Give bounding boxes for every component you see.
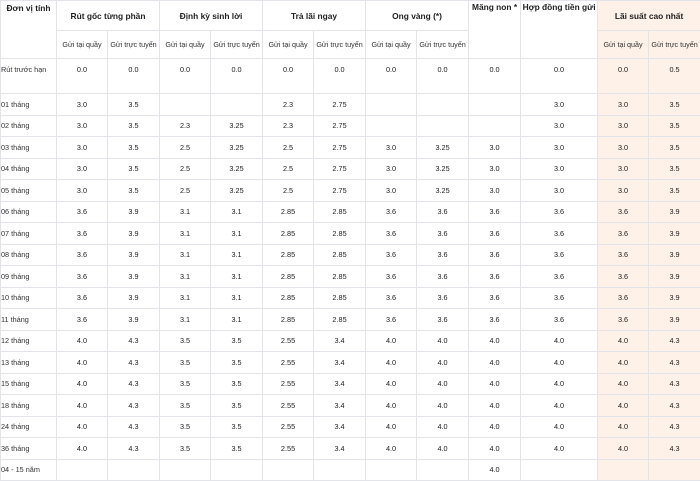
rate-cell: 3.6 [521, 223, 598, 245]
rate-cell: 4.3 [649, 330, 700, 352]
rate-cell: 2.75 [314, 115, 366, 137]
rate-cell: 4.3 [649, 352, 700, 374]
rate-cell: 3.4 [314, 352, 366, 374]
rate-cell: 4.0 [57, 330, 108, 352]
rate-cell [469, 94, 521, 116]
rate-cell: 2.85 [314, 244, 366, 266]
term-cell: 02 tháng [1, 115, 57, 137]
rate-cell: 0.0 [57, 59, 108, 94]
rate-cell: 3.0 [521, 115, 598, 137]
rate-cell: 3.0 [57, 94, 108, 116]
rate-cell: 4.0 [366, 395, 417, 417]
rate-cell: 3.1 [211, 266, 263, 288]
term-cell: 18 tháng [1, 395, 57, 417]
rate-cell [598, 459, 649, 481]
rate-cell: 3.0 [57, 137, 108, 159]
rate-cell: 3.5 [649, 137, 700, 159]
term-cell: 10 tháng [1, 287, 57, 309]
table-row [1, 158, 700, 180]
rate-cell: 0.0 [108, 59, 160, 94]
rate-cell: 4.0 [417, 330, 469, 352]
rate-cell: 0.0 [598, 59, 649, 94]
rate-cell [211, 459, 263, 481]
rate-cell: 3.5 [160, 416, 211, 438]
rate-cell: 3.0 [521, 158, 598, 180]
rate-cell: 3.6 [366, 244, 417, 266]
rate-cell: 4.3 [649, 373, 700, 395]
rate-cell: 3.0 [469, 180, 521, 202]
rate-cell: 3.6 [366, 266, 417, 288]
rate-cell: 3.6 [417, 266, 469, 288]
rate-cell: 3.5 [160, 395, 211, 417]
subheader-counter: Gửi tại quầy [366, 31, 417, 59]
rate-cell: 3.9 [108, 266, 160, 288]
rate-cell: 3.0 [57, 180, 108, 202]
rate-cell [417, 459, 469, 481]
rate-cell [314, 459, 366, 481]
rate-cell: 4.0 [366, 416, 417, 438]
rate-cell: 3.0 [57, 115, 108, 137]
rate-cell: 3.1 [211, 223, 263, 245]
group-header-golden-bee: Ong vàng (*) [366, 1, 469, 31]
rate-cell: 4.0 [57, 373, 108, 395]
rate-cell: 4.0 [469, 438, 521, 460]
rate-cell: 3.0 [598, 180, 649, 202]
rate-cell: 4.0 [57, 416, 108, 438]
rate-cell: 0.0 [521, 59, 598, 94]
rate-cell: 4.0 [521, 416, 598, 438]
table-row [1, 137, 700, 159]
rate-cell: 3.9 [649, 201, 700, 223]
rate-cell: 2.3 [160, 115, 211, 137]
rate-cell: 4.3 [108, 352, 160, 374]
rate-cell: 3.6 [57, 266, 108, 288]
rate-cell: 4.0 [417, 352, 469, 374]
rate-cell: 4.0 [469, 373, 521, 395]
rate-cell: 3.6 [57, 287, 108, 309]
rate-cell: 3.6 [469, 309, 521, 331]
term-cell: 01 tháng [1, 94, 57, 116]
rate-cell: 4.3 [649, 395, 700, 417]
rate-cell: 3.5 [108, 137, 160, 159]
group-header-upfront-interest: Trả lãi ngay [263, 1, 366, 31]
rate-cell: 3.6 [469, 201, 521, 223]
rate-cell: 4.0 [521, 438, 598, 460]
rate-cell: 3.6 [417, 223, 469, 245]
rate-cell: 2.85 [263, 309, 314, 331]
rate-cell: 3.5 [160, 438, 211, 460]
rate-cell: 4.0 [57, 352, 108, 374]
rate-cell: 3.5 [211, 352, 263, 374]
rate-cell: 2.55 [263, 416, 314, 438]
rate-cell: 3.0 [521, 94, 598, 116]
rate-cell: 3.1 [160, 244, 211, 266]
rate-cell: 3.6 [598, 287, 649, 309]
rate-cell: 2.55 [263, 373, 314, 395]
rate-cell: 3.1 [211, 309, 263, 331]
table-row [1, 244, 700, 266]
table-row [1, 395, 700, 417]
rate-cell: 3.0 [521, 137, 598, 159]
rate-cell: 2.85 [314, 201, 366, 223]
rate-cell [366, 459, 417, 481]
term-cell: 08 tháng [1, 244, 57, 266]
rate-cell: 2.55 [263, 330, 314, 352]
rate-cell: 3.9 [649, 266, 700, 288]
rate-cell: 4.3 [108, 373, 160, 395]
rate-cell: 3.6 [417, 309, 469, 331]
term-cell: 15 tháng [1, 373, 57, 395]
rate-cell: 3.9 [108, 309, 160, 331]
term-cell: 05 tháng [1, 180, 57, 202]
rate-cell: 3.6 [469, 287, 521, 309]
rate-cell: 3.6 [417, 244, 469, 266]
rate-cell: 3.25 [417, 180, 469, 202]
rate-cell: 3.9 [649, 287, 700, 309]
rate-cell: 3.6 [598, 223, 649, 245]
rate-cell: 0.0 [469, 59, 521, 94]
rate-cell: 3.5 [108, 115, 160, 137]
rate-cell: 3.6 [598, 266, 649, 288]
rate-cell: 3.4 [314, 330, 366, 352]
rate-cell: 4.0 [598, 373, 649, 395]
table-row [1, 201, 700, 223]
rate-cell: 3.1 [160, 223, 211, 245]
rate-cell: 4.0 [417, 395, 469, 417]
term-cell: 24 tháng [1, 416, 57, 438]
header-deposit-contract: Hợp đồng tiền gửi [521, 1, 598, 59]
rate-cell: 3.5 [211, 395, 263, 417]
rate-cell: 2.3 [263, 94, 314, 116]
subheader-counter: Gửi tại quầy [160, 31, 211, 59]
rate-cell: 3.25 [211, 137, 263, 159]
rate-cell: 3.6 [521, 309, 598, 331]
rate-cell [263, 459, 314, 481]
rate-cell: 2.75 [314, 158, 366, 180]
table-row [1, 309, 700, 331]
rate-cell: 3.5 [160, 373, 211, 395]
rate-cell [521, 459, 598, 481]
rate-cell: 2.85 [263, 223, 314, 245]
rate-cell: 0.5 [649, 59, 700, 94]
rate-cell: 3.25 [417, 158, 469, 180]
rate-cell: 3.4 [314, 373, 366, 395]
rate-cell: 2.85 [263, 266, 314, 288]
rate-cell: 3.1 [160, 266, 211, 288]
rate-cell: 3.25 [211, 180, 263, 202]
rate-cell: 2.5 [263, 137, 314, 159]
rate-cell: 3.0 [469, 137, 521, 159]
table-row [1, 416, 700, 438]
table-row [1, 266, 700, 288]
rate-cell: 4.3 [108, 438, 160, 460]
group-header-partial-withdrawal: Rút gốc từng phần [57, 1, 160, 31]
rate-cell: 3.6 [469, 266, 521, 288]
rate-cell: 4.0 [57, 438, 108, 460]
rate-cell: 3.5 [160, 352, 211, 374]
rate-cell: 3.1 [160, 287, 211, 309]
table-row [1, 59, 700, 94]
unit-header: Đơn vị tính [1, 1, 57, 59]
rate-cell: 3.6 [469, 223, 521, 245]
table-row [1, 352, 700, 374]
rate-cell: 3.5 [108, 158, 160, 180]
rate-cell: 3.4 [314, 438, 366, 460]
term-cell: 11 tháng [1, 309, 57, 331]
table-row [1, 94, 700, 116]
rate-cell: 4.3 [649, 438, 700, 460]
rate-cell: 4.0 [366, 330, 417, 352]
rate-cell: 3.9 [649, 309, 700, 331]
rate-cell: 3.4 [314, 395, 366, 417]
rate-cell: 3.1 [160, 201, 211, 223]
rate-cell [108, 459, 160, 481]
rate-cell: 3.4 [314, 416, 366, 438]
rate-cell: 4.0 [521, 395, 598, 417]
term-cell: 07 tháng [1, 223, 57, 245]
rate-cell: 3.9 [108, 223, 160, 245]
rate-cell: 4.0 [598, 330, 649, 352]
term-cell: Rút trước hạn [1, 59, 57, 94]
rate-cell: 3.6 [521, 201, 598, 223]
rate-cell: 3.0 [521, 180, 598, 202]
rate-cell: 2.5 [160, 180, 211, 202]
rate-cell: 4.0 [598, 395, 649, 417]
rate-cell: 4.0 [417, 416, 469, 438]
rate-cell: 3.9 [108, 244, 160, 266]
rate-cell: 4.3 [108, 395, 160, 417]
rate-cell: 2.85 [314, 309, 366, 331]
table-row [1, 438, 700, 460]
rate-cell [469, 115, 521, 137]
subheader-counter: Gửi tại quầy [57, 31, 108, 59]
subheader-online: Gửi trực tuyến [417, 31, 469, 59]
subheader-online: Gửi trực tuyến [314, 31, 366, 59]
rate-cell: 3.6 [417, 287, 469, 309]
rate-cell: 3.0 [366, 158, 417, 180]
rate-cell: 4.0 [521, 373, 598, 395]
rate-cell: 0.0 [314, 59, 366, 94]
rate-cell: 3.6 [598, 201, 649, 223]
rate-cell: 0.0 [417, 59, 469, 94]
rate-cell: 3.6 [521, 266, 598, 288]
rate-cell: 4.0 [521, 352, 598, 374]
rate-cell: 3.5 [649, 180, 700, 202]
rate-cell: 3.25 [417, 137, 469, 159]
rate-cell: 3.6 [57, 244, 108, 266]
term-cell: 06 tháng [1, 201, 57, 223]
rate-table-body [1, 59, 700, 481]
rate-cell: 3.6 [366, 201, 417, 223]
rate-cell: 3.0 [57, 158, 108, 180]
table-row [1, 115, 700, 137]
table-row [1, 223, 700, 245]
rate-cell: 3.5 [649, 94, 700, 116]
rate-cell: 3.6 [598, 244, 649, 266]
rate-cell: 4.0 [469, 395, 521, 417]
rate-cell: 2.55 [263, 395, 314, 417]
rate-cell: 4.0 [469, 416, 521, 438]
rate-cell: 3.5 [211, 330, 263, 352]
rate-cell: 3.6 [469, 244, 521, 266]
rate-cell: 4.0 [417, 438, 469, 460]
rate-cell: 3.1 [160, 309, 211, 331]
rate-cell: 2.85 [314, 223, 366, 245]
term-cell: 04 tháng [1, 158, 57, 180]
rate-cell: 0.0 [211, 59, 263, 94]
rate-cell: 3.25 [211, 115, 263, 137]
rate-cell [417, 115, 469, 137]
rate-cell: 3.9 [649, 244, 700, 266]
rate-cell: 4.0 [598, 438, 649, 460]
subheader-online: Gửi trực tuyến [211, 31, 263, 59]
rate-cell: 3.1 [211, 201, 263, 223]
term-cell: 04 - 15 năm [1, 459, 57, 481]
rate-cell: 3.5 [649, 158, 700, 180]
rate-cell: 2.85 [263, 201, 314, 223]
term-cell: 03 tháng [1, 137, 57, 159]
rate-cell: 3.6 [417, 201, 469, 223]
rate-cell: 2.5 [263, 158, 314, 180]
rate-cell: 3.5 [108, 180, 160, 202]
rate-cell: 3.25 [211, 158, 263, 180]
rate-cell: 3.5 [211, 438, 263, 460]
rate-cell: 3.0 [598, 137, 649, 159]
rate-cell: 4.0 [366, 438, 417, 460]
rate-cell: 3.0 [366, 180, 417, 202]
rate-cell: 4.0 [521, 330, 598, 352]
header-mang-non: Măng non * [469, 1, 521, 59]
table-row [1, 180, 700, 202]
rate-cell: 3.0 [598, 115, 649, 137]
rate-cell: 2.75 [314, 180, 366, 202]
table-row [1, 330, 700, 352]
rate-cell: 3.6 [521, 287, 598, 309]
rate-cell [160, 94, 211, 116]
rate-cell: 4.0 [469, 352, 521, 374]
term-cell: 09 tháng [1, 266, 57, 288]
rate-cell: 2.85 [263, 287, 314, 309]
rate-cell: 3.9 [649, 223, 700, 245]
rate-cell: 2.5 [263, 180, 314, 202]
table-row [1, 459, 700, 481]
group-header-highest-rate: Lãi suất cao nhất [598, 1, 700, 31]
rate-cell: 0.0 [366, 59, 417, 94]
subheader-counter: Gửi tại quầy [598, 31, 649, 59]
rate-cell: 3.6 [366, 223, 417, 245]
rate-cell: 4.0 [57, 395, 108, 417]
rate-cell: 0.0 [263, 59, 314, 94]
rate-cell: 2.3 [263, 115, 314, 137]
rate-cell: 2.75 [314, 137, 366, 159]
rate-cell: 3.5 [211, 373, 263, 395]
rate-cell [211, 94, 263, 116]
rate-cell: 3.9 [108, 287, 160, 309]
rate-cell: 3.1 [211, 287, 263, 309]
rate-cell: 4.3 [108, 416, 160, 438]
term-cell: 12 tháng [1, 330, 57, 352]
rate-cell: 3.5 [160, 330, 211, 352]
rate-cell [417, 94, 469, 116]
rate-cell: 4.0 [417, 373, 469, 395]
table-row [1, 373, 700, 395]
group-header-periodic-profit: Định kỳ sinh lời [160, 1, 263, 31]
rate-cell: 4.0 [469, 459, 521, 481]
rate-cell [649, 459, 700, 481]
rate-cell: 2.85 [314, 287, 366, 309]
rate-cell: 2.85 [263, 244, 314, 266]
rate-cell: 3.9 [108, 201, 160, 223]
rate-cell: 3.0 [366, 137, 417, 159]
subheader-online: Gửi trực tuyến [649, 31, 700, 59]
rate-cell: 3.6 [57, 309, 108, 331]
rate-cell: 3.5 [211, 416, 263, 438]
rate-cell [57, 459, 108, 481]
rate-cell: 2.5 [160, 158, 211, 180]
rate-cell: 4.0 [598, 352, 649, 374]
rate-cell: 3.6 [366, 287, 417, 309]
subheader-online: Gửi trực tuyến [108, 31, 160, 59]
rate-cell: 2.55 [263, 352, 314, 374]
term-cell: 36 tháng [1, 438, 57, 460]
term-cell: 13 tháng [1, 352, 57, 374]
rate-cell: 3.1 [211, 244, 263, 266]
rate-cell: 2.55 [263, 438, 314, 460]
rate-cell: 4.3 [108, 330, 160, 352]
rate-cell: 0.0 [160, 59, 211, 94]
rate-cell: 4.0 [366, 352, 417, 374]
rate-cell: 3.5 [108, 94, 160, 116]
rate-cell: 4.0 [598, 416, 649, 438]
rate-cell: 4.0 [469, 330, 521, 352]
rate-cell [366, 115, 417, 137]
rate-cell: 3.6 [598, 309, 649, 331]
rate-cell: 3.6 [57, 223, 108, 245]
rate-cell: 3.6 [521, 244, 598, 266]
rate-cell: 4.3 [649, 416, 700, 438]
rate-cell: 3.0 [598, 94, 649, 116]
rate-cell [366, 94, 417, 116]
rate-cell: 3.6 [57, 201, 108, 223]
subheader-counter: Gửi tại quầy [263, 31, 314, 59]
table-row [1, 287, 700, 309]
rate-cell [160, 459, 211, 481]
rate-cell: 4.0 [366, 373, 417, 395]
rate-cell: 2.5 [160, 137, 211, 159]
rate-cell: 2.85 [314, 266, 366, 288]
rate-cell: 3.5 [649, 115, 700, 137]
rate-cell: 3.0 [469, 158, 521, 180]
rate-cell: 2.75 [314, 94, 366, 116]
rate-cell: 3.6 [366, 309, 417, 331]
rate-cell: 3.0 [598, 158, 649, 180]
